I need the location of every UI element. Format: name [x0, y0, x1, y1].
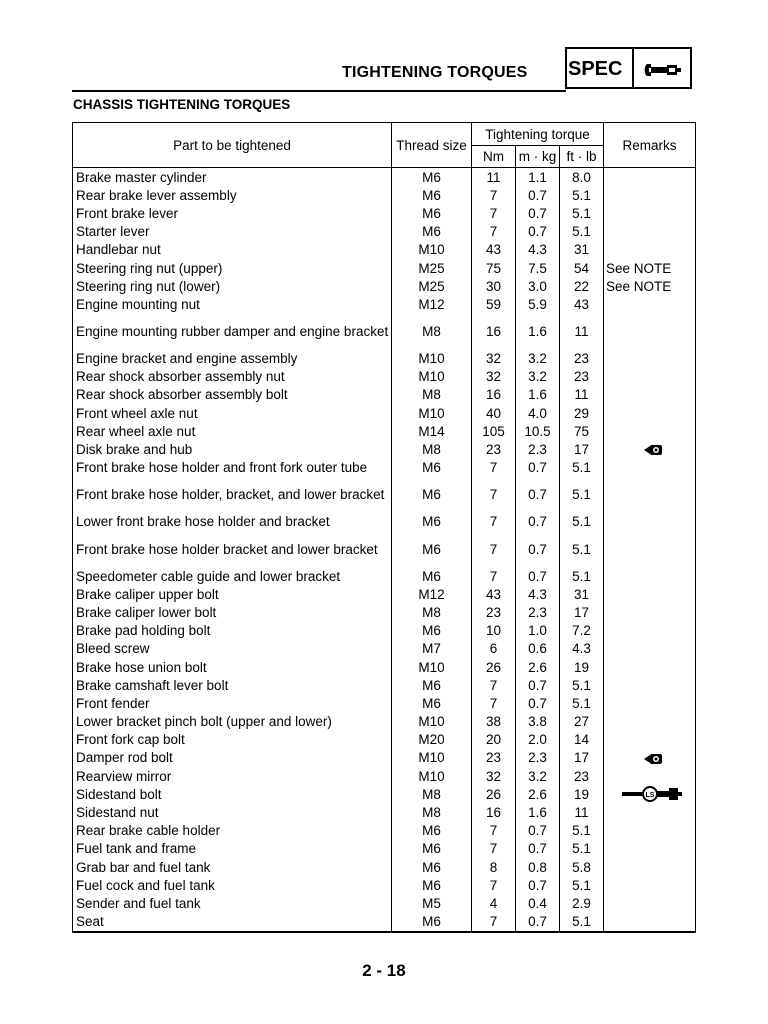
table-row: [73, 422, 696, 440]
torque-ftlb-cell: 29: [560, 404, 604, 422]
thread-size-cell: M20: [392, 731, 472, 749]
thread-size-cell: M8: [392, 603, 472, 621]
table-row: [73, 314, 696, 350]
torque-ftlb-cell: 11: [560, 314, 604, 350]
table-row: [73, 204, 696, 222]
table-row: [73, 223, 696, 241]
torque-ftlb-cell: 11: [560, 803, 604, 821]
torque-nm-cell: 8: [472, 858, 516, 876]
torque-nm-cell: 7: [472, 913, 516, 932]
thread-size-cell: M8: [392, 314, 472, 350]
remarks-cell: [604, 186, 696, 204]
thread-size-cell: M14: [392, 422, 472, 440]
thread-size-cell: M25: [392, 259, 472, 277]
header-remarks: Remarks: [604, 123, 696, 168]
remarks-cell: [604, 622, 696, 640]
remarks-cell: [604, 531, 696, 567]
torque-nm-cell: 16: [472, 803, 516, 821]
part-cell: Handlebar nut: [73, 241, 392, 259]
part-cell: Lower front brake hose holder and bracket: [73, 513, 392, 531]
part-cell: Rearview mirror: [73, 767, 392, 785]
thread-size-cell: M10: [392, 658, 472, 676]
remarks-cell: [604, 368, 696, 386]
torque-nm-cell: 40: [472, 404, 516, 422]
torque-ftlb-cell: 17: [560, 603, 604, 621]
spec-divider: [632, 47, 634, 89]
part-cell: Brake master cylinder: [73, 168, 392, 187]
remarks-cell: [604, 440, 696, 458]
table-row: [73, 168, 696, 187]
part-cell: Front fender: [73, 694, 392, 712]
torque-nm-cell: 4: [472, 894, 516, 912]
table-row: [73, 767, 696, 785]
torque-table: [72, 122, 696, 933]
table-row: [73, 803, 696, 821]
thread-size-cell: M8: [392, 803, 472, 821]
torque-ftlb-cell: 5.1: [560, 840, 604, 858]
torque-mkg-cell: 1.6: [516, 386, 560, 404]
part-cell: Lower bracket pinch bolt (upper and lower): [73, 713, 392, 731]
part-cell: Sender and fuel tank: [73, 894, 392, 912]
remarks-cell: [604, 277, 696, 295]
torque-nm-cell: 23: [472, 749, 516, 767]
torque-mkg-cell: 2.3: [516, 603, 560, 621]
table-row: [73, 840, 696, 858]
remarks-cell: [604, 713, 696, 731]
torque-mkg-cell: 3.2: [516, 767, 560, 785]
table-row: [73, 658, 696, 676]
part-cell: Starter lever: [73, 223, 392, 241]
torque-mkg-cell: 1.0: [516, 622, 560, 640]
thread-size-cell: M5: [392, 894, 472, 912]
thread-size-cell: M10: [392, 350, 472, 368]
torque-mkg-cell: 0.7: [516, 876, 560, 894]
torque-ftlb-cell: 5.1: [560, 477, 604, 513]
remarks-cell: [604, 876, 696, 894]
torque-nm-cell: 38: [472, 713, 516, 731]
locktite-icon: [622, 785, 684, 803]
torque-nm-cell: 16: [472, 386, 516, 404]
torque-nm-cell: 32: [472, 368, 516, 386]
torque-ftlb-cell: 17: [560, 749, 604, 767]
torque-mkg-cell: 0.7: [516, 204, 560, 222]
remarks-cell: [604, 803, 696, 821]
remarks-cell: [604, 404, 696, 422]
torque-nm-cell: 32: [472, 350, 516, 368]
torque-nm-cell: 7: [472, 513, 516, 531]
torque-mkg-cell: 0.4: [516, 894, 560, 912]
table-row: [73, 876, 696, 894]
thread-size-cell: M12: [392, 295, 472, 313]
thread-size-cell: M10: [392, 713, 472, 731]
table-row: [73, 477, 696, 513]
page-title: TIGHTENING TORQUES: [342, 64, 528, 81]
remarks-cell: [604, 913, 696, 932]
remarks-cell: [604, 204, 696, 222]
remarks-cell: [604, 459, 696, 477]
table-row: [73, 404, 696, 422]
remarks-cell: [604, 749, 696, 767]
table-row: [73, 585, 696, 603]
spec-label: SPEC: [568, 58, 623, 80]
torque-nm-cell: 7: [472, 531, 516, 567]
thread-size-cell: M10: [392, 368, 472, 386]
torque-ftlb-cell: 75: [560, 422, 604, 440]
table-row: [73, 731, 696, 749]
torque-mkg-cell: 4.3: [516, 585, 560, 603]
torque-mkg-cell: 0.7: [516, 676, 560, 694]
part-cell: Speedometer cable guide and lower bracket: [73, 567, 392, 585]
torque-ftlb-cell: 2.9: [560, 894, 604, 912]
table-row: [73, 713, 696, 731]
remarks-cell: [604, 640, 696, 658]
remarks-cell: [604, 241, 696, 259]
torque-ftlb-cell: 5.1: [560, 694, 604, 712]
thread-size-cell: M8: [392, 785, 472, 803]
table-row: [73, 186, 696, 204]
remarks-cell: [604, 567, 696, 585]
torque-nm-cell: 16: [472, 314, 516, 350]
thread-size-cell: M10: [392, 767, 472, 785]
remarks-cell: [604, 822, 696, 840]
part-cell: Front wheel axle nut: [73, 404, 392, 422]
remarks-cell: [604, 259, 696, 277]
remarks-cell: [604, 731, 696, 749]
torque-nm-cell: 7: [472, 204, 516, 222]
torque-mkg-cell: 0.7: [516, 223, 560, 241]
torque-nm-cell: 20: [472, 731, 516, 749]
torque-mkg-cell: 0.7: [516, 694, 560, 712]
torque-ftlb-cell: 7.2: [560, 622, 604, 640]
torque-mkg-cell: 0.7: [516, 186, 560, 204]
thread-size-cell: M6: [392, 567, 472, 585]
part-cell: Brake camshaft lever bolt: [73, 676, 392, 694]
part-cell: Sidestand bolt: [73, 785, 392, 803]
table-row: [73, 785, 696, 803]
table-row: [73, 277, 696, 295]
table-row: [73, 694, 696, 712]
part-cell: Steering ring nut (lower): [73, 277, 392, 295]
table-row: [73, 259, 696, 277]
header-rule: [72, 90, 566, 92]
torque-nm-cell: 7: [472, 876, 516, 894]
torque-mkg-cell: 0.6: [516, 640, 560, 658]
torque-nm-cell: 26: [472, 658, 516, 676]
part-cell: Front fork cap bolt: [73, 731, 392, 749]
part-cell: Damper rod bolt: [73, 749, 392, 767]
thread-size-cell: M6: [392, 204, 472, 222]
part-cell: Engine mounting nut: [73, 295, 392, 313]
header-torque: Tightening torque: [472, 123, 604, 146]
torque-nm-cell: 11: [472, 168, 516, 187]
torque-ftlb-cell: 31: [560, 241, 604, 259]
torque-nm-cell: 7: [472, 459, 516, 477]
thread-size-cell: M6: [392, 913, 472, 932]
remarks-cell: [604, 858, 696, 876]
torque-nm-cell: 7: [472, 840, 516, 858]
part-cell: Brake caliper lower bolt: [73, 603, 392, 621]
header-nm: Nm: [472, 146, 516, 168]
torque-ftlb-cell: 11: [560, 386, 604, 404]
torque-ftlb-cell: 27: [560, 713, 604, 731]
table-row: [73, 822, 696, 840]
torque-nm-cell: 7: [472, 477, 516, 513]
remarks-cell: [604, 223, 696, 241]
thread-size-cell: M25: [392, 277, 472, 295]
torque-nm-cell: 43: [472, 241, 516, 259]
torque-nm-cell: 105: [472, 422, 516, 440]
torque-ftlb-cell: 5.8: [560, 858, 604, 876]
torque-ftlb-cell: 5.1: [560, 567, 604, 585]
part-cell: Fuel tank and frame: [73, 840, 392, 858]
torque-ftlb-cell: 31: [560, 585, 604, 603]
torque-mkg-cell: 0.7: [516, 840, 560, 858]
thread-size-cell: M6: [392, 513, 472, 531]
part-cell: Front brake hose holder, bracket, and lower bracket: [73, 477, 392, 513]
torque-mkg-cell: 4.0: [516, 404, 560, 422]
torque-mkg-cell: 10.5: [516, 422, 560, 440]
thread-size-cell: M6: [392, 531, 472, 567]
header-mkg: m · kg: [516, 146, 560, 168]
torque-ftlb-cell: 19: [560, 658, 604, 676]
torque-mkg-cell: 1.6: [516, 803, 560, 821]
torque-nm-cell: 23: [472, 440, 516, 458]
torque-nm-cell: 7: [472, 567, 516, 585]
torque-mkg-cell: 2.3: [516, 440, 560, 458]
torque-mkg-cell: 0.8: [516, 858, 560, 876]
svg-text:LS: LS: [645, 792, 655, 800]
torque-mkg-cell: 0.7: [516, 477, 560, 513]
torque-mkg-cell: 3.8: [516, 713, 560, 731]
torque-mkg-cell: 7.5: [516, 259, 560, 277]
torque-ftlb-cell: 54: [560, 259, 604, 277]
table-row: [73, 241, 696, 259]
torque-mkg-cell: 2.3: [516, 749, 560, 767]
remarks-cell: [604, 314, 696, 350]
part-cell: Rear brake cable holder: [73, 822, 392, 840]
table-row: [73, 350, 696, 368]
table-row: [73, 513, 696, 531]
thread-size-cell: M10: [392, 241, 472, 259]
table-row: [73, 622, 696, 640]
thread-size-cell: M6: [392, 858, 472, 876]
torque-mkg-cell: 2.6: [516, 658, 560, 676]
torque-ftlb-cell: 5.1: [560, 204, 604, 222]
torque-nm-cell: 7: [472, 822, 516, 840]
torque-ftlb-cell: 5.1: [560, 876, 604, 894]
part-cell: Brake hose union bolt: [73, 658, 392, 676]
torque-table-body: [73, 168, 696, 932]
table-row: [73, 603, 696, 621]
part-cell: Rear brake lever assembly: [73, 186, 392, 204]
torque-nm-cell: 7: [472, 223, 516, 241]
torque-mkg-cell: 3.0: [516, 277, 560, 295]
thread-size-cell: M6: [392, 186, 472, 204]
remarks-cell: [604, 513, 696, 531]
torque-ftlb-cell: 22: [560, 277, 604, 295]
torque-mkg-cell: 0.7: [516, 513, 560, 531]
thread-size-cell: M6: [392, 223, 472, 241]
remarks-text: See NOTE: [606, 260, 672, 276]
torque-mkg-cell: 4.3: [516, 241, 560, 259]
part-cell: Seat: [73, 913, 392, 932]
torque-mkg-cell: 5.9: [516, 295, 560, 313]
table-row: [73, 567, 696, 585]
part-cell: Rear shock absorber assembly nut: [73, 368, 392, 386]
torque-ftlb-cell: 23: [560, 350, 604, 368]
header-thread: Thread size: [392, 123, 472, 168]
remarks-cell: [604, 658, 696, 676]
thread-size-cell: M6: [392, 477, 472, 513]
table-row: [73, 386, 696, 404]
remarks-cell: [604, 767, 696, 785]
remarks-text: See NOTE: [606, 278, 672, 294]
torque-mkg-cell: 1.6: [516, 314, 560, 350]
remarks-cell: [604, 422, 696, 440]
torque-ftlb-cell: 19: [560, 785, 604, 803]
torque-ftlb-cell: 5.1: [560, 513, 604, 531]
torque-nm-cell: 43: [472, 585, 516, 603]
torque-nm-cell: 6: [472, 640, 516, 658]
torque-mkg-cell: 0.7: [516, 567, 560, 585]
thread-size-cell: M8: [392, 440, 472, 458]
torque-mkg-cell: 1.1: [516, 168, 560, 187]
torque-mkg-cell: 0.7: [516, 913, 560, 932]
page-number: 2 - 18: [362, 961, 406, 980]
thread-size-cell: M12: [392, 585, 472, 603]
torque-ftlb-cell: 5.1: [560, 186, 604, 204]
table-row: [73, 459, 696, 477]
remarks-cell: [604, 840, 696, 858]
table-row: [73, 749, 696, 767]
part-cell: Brake caliper upper bolt: [73, 585, 392, 603]
table-row: [73, 894, 696, 912]
torque-ftlb-cell: 5.1: [560, 822, 604, 840]
part-cell: Sidestand nut: [73, 803, 392, 821]
remarks-cell: [604, 477, 696, 513]
torque-mkg-cell: 0.7: [516, 822, 560, 840]
torque-mkg-cell: 2.0: [516, 731, 560, 749]
torque-nm-cell: 7: [472, 694, 516, 712]
part-cell: Bleed screw: [73, 640, 392, 658]
torque-ftlb-cell: 5.1: [560, 913, 604, 932]
new-part-icon: [642, 443, 664, 457]
part-cell: Grab bar and fuel tank: [73, 858, 392, 876]
remarks-cell: [604, 168, 696, 187]
torque-ftlb-cell: 5.1: [560, 459, 604, 477]
remarks-cell: [604, 386, 696, 404]
remarks-cell: [604, 295, 696, 313]
thread-size-cell: M6: [392, 822, 472, 840]
new-part-icon: [642, 752, 664, 766]
remarks-cell: [604, 694, 696, 712]
torque-nm-cell: 10: [472, 622, 516, 640]
torque-nm-cell: 26: [472, 785, 516, 803]
torque-ftlb-cell: 17: [560, 440, 604, 458]
thread-size-cell: M10: [392, 404, 472, 422]
torque-ftlb-cell: 43: [560, 295, 604, 313]
thread-size-cell: M7: [392, 640, 472, 658]
thread-size-cell: M6: [392, 876, 472, 894]
part-cell: Fuel cock and fuel tank: [73, 876, 392, 894]
header-ftlb: ft · lb: [560, 146, 604, 168]
part-cell: Front brake lever: [73, 204, 392, 222]
torque-mkg-cell: 3.2: [516, 368, 560, 386]
thread-size-cell: M6: [392, 840, 472, 858]
part-cell: Steering ring nut (upper): [73, 259, 392, 277]
part-cell: Front brake hose holder and front fork outer tube: [73, 459, 392, 477]
part-cell: Brake pad holding bolt: [73, 622, 392, 640]
table-row: [73, 913, 696, 932]
part-cell: Engine bracket and engine assembly: [73, 350, 392, 368]
table-row: [73, 295, 696, 313]
torque-ftlb-cell: 23: [560, 767, 604, 785]
torque-mkg-cell: 3.2: [516, 350, 560, 368]
torque-ftlb-cell: 5.1: [560, 531, 604, 567]
torque-wrench-icon: [643, 60, 683, 80]
thread-size-cell: M6: [392, 694, 472, 712]
torque-mkg-cell: 2.6: [516, 785, 560, 803]
torque-ftlb-cell: 4.3: [560, 640, 604, 658]
part-cell: Engine mounting rubber damper and engine bracket: [73, 314, 392, 350]
remarks-cell: [604, 603, 696, 621]
remarks-cell: [604, 585, 696, 603]
torque-nm-cell: 7: [472, 186, 516, 204]
torque-nm-cell: 7: [472, 676, 516, 694]
torque-ftlb-cell: 5.1: [560, 676, 604, 694]
torque-nm-cell: 23: [472, 603, 516, 621]
part-cell: Front brake hose holder bracket and lower bracket: [73, 531, 392, 567]
remarks-cell: [604, 676, 696, 694]
torque-nm-cell: 59: [472, 295, 516, 313]
header-part: Part to be tightened: [73, 123, 392, 168]
section-title: CHASSIS TIGHTENING TORQUES: [73, 97, 291, 112]
torque-nm-cell: 30: [472, 277, 516, 295]
torque-ftlb-cell: 5.1: [560, 223, 604, 241]
torque-mkg-cell: 0.7: [516, 531, 560, 567]
part-cell: Disk brake and hub: [73, 440, 392, 458]
table-row: [73, 858, 696, 876]
table-row: [73, 531, 696, 567]
remarks-cell: [604, 350, 696, 368]
remarks-cell: [604, 785, 696, 803]
torque-ftlb-cell: 23: [560, 368, 604, 386]
table-row: [73, 676, 696, 694]
thread-size-cell: M6: [392, 676, 472, 694]
thread-size-cell: M6: [392, 168, 472, 187]
torque-ftlb-cell: 8.0: [560, 168, 604, 187]
table-row: [73, 440, 696, 458]
thread-size-cell: M6: [392, 622, 472, 640]
thread-size-cell: M10: [392, 749, 472, 767]
thread-size-cell: M8: [392, 386, 472, 404]
torque-mkg-cell: 0.7: [516, 459, 560, 477]
part-cell: Rear wheel axle nut: [73, 422, 392, 440]
thread-size-cell: M6: [392, 459, 472, 477]
torque-nm-cell: 32: [472, 767, 516, 785]
table-row: [73, 368, 696, 386]
part-cell: Rear shock absorber assembly bolt: [73, 386, 392, 404]
torque-ftlb-cell: 14: [560, 731, 604, 749]
torque-nm-cell: 75: [472, 259, 516, 277]
table-row: [73, 640, 696, 658]
remarks-cell: [604, 894, 696, 912]
